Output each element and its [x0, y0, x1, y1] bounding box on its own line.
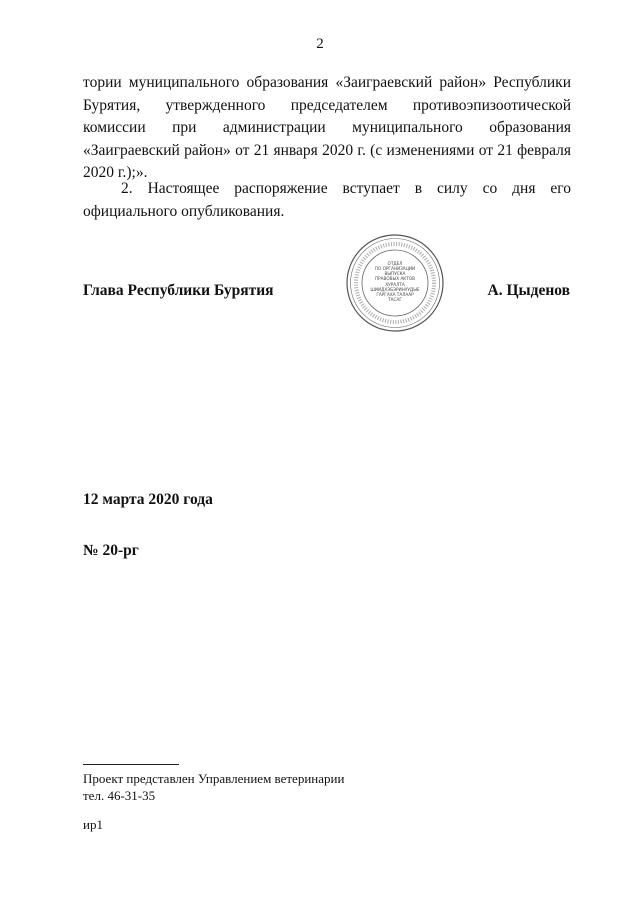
- paragraph-2-text: 2. Настоящее распоряжение вступает в силу со дня его официального опубликования.: [83, 180, 571, 220]
- signatory-title: Глава Республики Бурятия: [83, 282, 274, 299]
- paragraph-2: [83, 178, 571, 223]
- footer-line-phone: тел. 46-31-35: [83, 788, 156, 803]
- seal-line: ПО ОРГАНИЗАЦИИ: [374, 266, 416, 271]
- footer-note: [83, 770, 344, 804]
- seal-line: ГАРГАХА ТАЛААР: [376, 292, 414, 297]
- footer-line-project: Проект представлен Управлением ветеринарии: [83, 771, 345, 786]
- seal-line: ШИИДХЭБЭРИНУУДЫЕ: [370, 287, 420, 292]
- footer-divider: [83, 764, 179, 765]
- document-number: № 20-рг: [83, 542, 139, 559]
- signatory-name: А. Цыденов: [487, 282, 570, 299]
- initials-mark: ир1: [83, 817, 103, 832]
- page-number: 2: [316, 36, 324, 52]
- seal-line: ТАСАГ: [388, 297, 402, 302]
- seal-line: ВЫПУСКА: [384, 271, 406, 276]
- seal-line: ХУРАЛТА: [385, 282, 405, 287]
- official-seal-stamp: [345, 233, 445, 333]
- seal-line: ПРАВОВЫХ АКТОВ: [374, 276, 416, 281]
- document-date: 12 марта 2020 года: [83, 491, 213, 508]
- seal-line: ОТДЕЛ: [387, 261, 403, 266]
- paragraph-continuation: тории муниципального образования «Заиграевский район» Республики Бурятия, утвержденного председателем противоэпизоотической комиссии при администрации муниципального образования «Заиграевский район» от 21 января 2020 г. (с изменениями от 21 февраля 2020 г.);».: [83, 74, 571, 181]
